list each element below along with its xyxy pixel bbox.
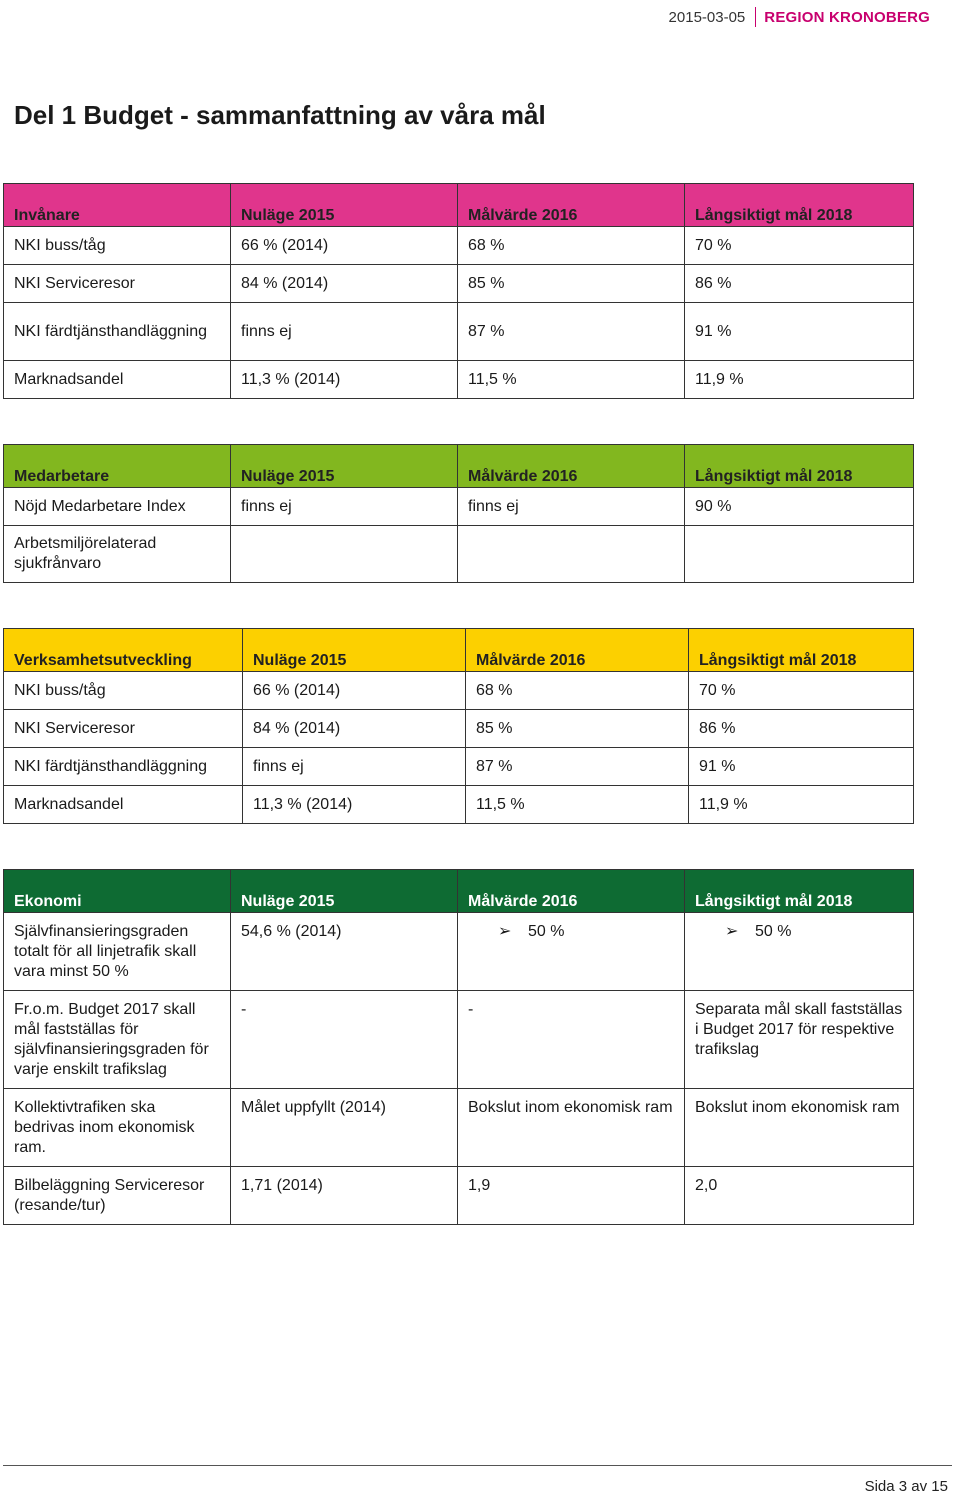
row-label: Marknadsandel <box>4 786 243 824</box>
table-cell: 70 % <box>685 227 914 265</box>
table-cell <box>458 526 685 583</box>
table-cell: 11,9 % <box>689 786 914 824</box>
table-cell: finns ej <box>231 488 458 526</box>
table-cell: 1,71 (2014) <box>231 1167 458 1225</box>
row-label: NKI färdtjänsthandläggning <box>4 748 243 786</box>
table-header-row <box>4 629 914 672</box>
table-cell: 85 % <box>466 710 689 748</box>
table-cell: finns ej <box>458 488 685 526</box>
invanare-table <box>3 183 914 399</box>
table-row <box>4 1089 914 1167</box>
table-cell: Målet uppfyllt (2014) <box>231 1089 458 1167</box>
table-row <box>4 361 914 399</box>
header-cell: Långsiktigt mål 2018 <box>689 629 914 672</box>
table-cell: 68 % <box>458 227 685 265</box>
table-cell <box>231 526 458 583</box>
verksamhetsutveckling-table <box>3 628 914 824</box>
row-label: NKI Serviceresor <box>4 265 231 303</box>
table-cell: 66 % (2014) <box>243 672 466 710</box>
header-cell: Långsiktigt mål 2018 <box>685 445 914 488</box>
header-cell: Målvärde 2016 <box>466 629 689 672</box>
table-row <box>4 710 914 748</box>
header-cell: Målvärde 2016 <box>458 870 685 913</box>
table-row <box>4 1167 914 1225</box>
table-row <box>4 227 914 265</box>
ekonomi-table <box>3 869 914 1225</box>
row-label: NKI buss/tåg <box>4 227 231 265</box>
table-header-row <box>4 445 914 488</box>
table-cell <box>458 913 685 991</box>
table-cell: 87 % <box>458 303 685 361</box>
table-row <box>4 303 914 361</box>
header-cell: Verksamhetsutveckling <box>4 629 243 672</box>
header-cell: Nuläge 2015 <box>231 870 458 913</box>
table-cell: 90 % <box>685 488 914 526</box>
table-cell: 11,5 % <box>466 786 689 824</box>
row-label: NKI färdtjänsthandläggning <box>4 303 231 361</box>
table-cell: Bokslut inom ekonomisk ram <box>458 1089 685 1167</box>
header-cell: Långsiktigt mål 2018 <box>685 870 914 913</box>
table-cell: 85 % <box>458 265 685 303</box>
table-cell: - <box>231 991 458 1089</box>
table-cell: 91 % <box>685 303 914 361</box>
table-cell: finns ej <box>231 303 458 361</box>
bullet-arrow-icon: ➢ <box>498 923 512 940</box>
medarbetare-table <box>3 444 914 583</box>
page-number: Sida 3 av 15 <box>864 1478 948 1495</box>
table-row <box>4 748 914 786</box>
header-cell: Nuläge 2015 <box>231 184 458 227</box>
table-cell: 11,9 % <box>685 361 914 399</box>
row-label: Nöjd Medarbetare Index <box>4 488 231 526</box>
header-date: 2015-03-05 <box>668 8 746 26</box>
table-header-row <box>4 870 914 913</box>
table-row <box>4 913 914 991</box>
header-cell: Nuläge 2015 <box>231 445 458 488</box>
header-cell: Målvärde 2016 <box>458 184 685 227</box>
table-cell: 91 % <box>689 748 914 786</box>
table-cell-value: 50 % <box>528 923 565 940</box>
header-cell: Invånare <box>4 184 231 227</box>
table-cell <box>685 913 914 991</box>
page-header <box>669 6 930 28</box>
table-cell: 86 % <box>689 710 914 748</box>
table-cell: 66 % (2014) <box>231 227 458 265</box>
header-separator <box>755 7 756 27</box>
table-cell-value: 50 % <box>755 923 792 940</box>
table-cell: 87 % <box>466 748 689 786</box>
page-title: Del 1 Budget - sammanfattning av våra mål <box>14 100 546 130</box>
table-row <box>4 672 914 710</box>
table-row <box>4 991 914 1089</box>
table-cell: 84 % (2014) <box>231 265 458 303</box>
table-cell: 54,6 % (2014) <box>231 913 458 991</box>
table-cell: - <box>458 991 685 1089</box>
header-cell: Långsiktigt mål 2018 <box>685 184 914 227</box>
table-cell: 1,9 <box>458 1167 685 1225</box>
table-cell: 68 % <box>466 672 689 710</box>
table-row <box>4 786 914 824</box>
table-cell: finns ej <box>243 748 466 786</box>
table-cell: Separata mål skall fastställas i Budget 2017 för respektive trafikslag <box>685 991 914 1089</box>
header-organization: REGION KRONOBERG <box>764 8 930 26</box>
bullet-arrow-icon: ➢ <box>725 923 739 940</box>
table-cell: 84 % (2014) <box>243 710 466 748</box>
footer-divider <box>3 1465 952 1466</box>
header-cell: Ekonomi <box>4 870 231 913</box>
header-cell: Målvärde 2016 <box>458 445 685 488</box>
table-header-row <box>4 184 914 227</box>
row-label: Marknadsandel <box>4 361 231 399</box>
row-label: Självfinansieringsgraden totalt för all linjetrafik skall vara minst 50 % <box>4 913 231 991</box>
table-cell: 11,3 % (2014) <box>243 786 466 824</box>
table-row <box>4 526 914 583</box>
table-cell: 70 % <box>689 672 914 710</box>
header-cell: Nuläge 2015 <box>243 629 466 672</box>
table-cell <box>685 526 914 583</box>
table-cell: 11,3 % (2014) <box>231 361 458 399</box>
row-label: Bilbeläggning Serviceresor (resande/tur) <box>4 1167 231 1225</box>
table-cell: 86 % <box>685 265 914 303</box>
row-label: Fr.o.m. Budget 2017 skall mål fastställas för självfinansieringsgraden för varje enskilt trafikslag <box>4 991 231 1089</box>
table-row <box>4 265 914 303</box>
table-cell: 2,0 <box>685 1167 914 1225</box>
row-label: Kollektivtrafiken ska bedrivas inom ekonomisk ram. <box>4 1089 231 1167</box>
row-label: NKI Serviceresor <box>4 710 243 748</box>
header-cell: Medarbetare <box>4 445 231 488</box>
table-cell: 11,5 % <box>458 361 685 399</box>
row-label: Arbetsmiljörelaterad sjukfrånvaro <box>4 526 231 583</box>
table-cell: Bokslut inom ekonomisk ram <box>685 1089 914 1167</box>
row-label: NKI buss/tåg <box>4 672 243 710</box>
table-row <box>4 488 914 526</box>
